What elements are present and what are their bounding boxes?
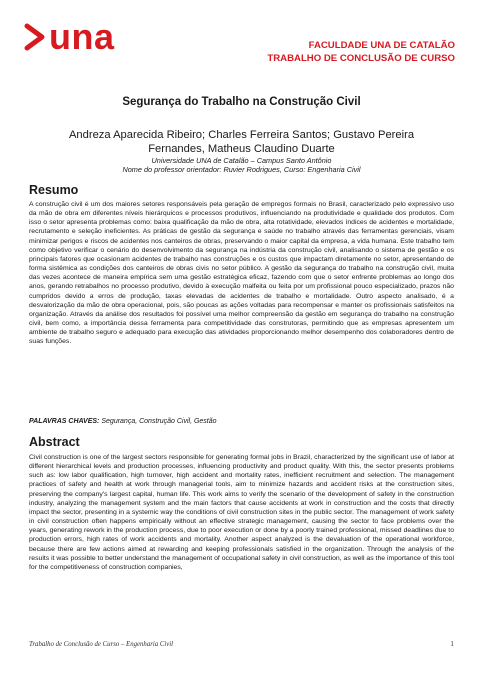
affiliation-line-2: Nome do professor orientador: Ruvier Rodrigues, Curso: Engenharia Civil [122, 165, 361, 175]
authors [60, 128, 423, 156]
affiliation-line-1: Universidade UNA de Catalão – Campus Santo Antônio [151, 156, 332, 165]
authors-line-1: Andreza Aparecida Ribeiro; Charles Ferreira Santos; Gustavo Pereira [68, 129, 415, 141]
authors-line-2: Fernandes, Matheus Claudino Duarte [148, 143, 335, 155]
keywords-values: Segurança, Construção Civil, Gestão [101, 418, 217, 425]
abstract-text: Civil construction is one of the largest sectors responsible for generating formal jobs in Brazil, characterized by the significant use of labor at different hierarchical levels and production processes, influencing productivity and product quality. With this, the sector presents problems such as: low labor qualification, high turnover, high accident and mortality rates, inefficient recruitment and selection. The management practices of safety and health at work through managerial tools, aim to minimize hazards and accident risks at the construction sites, preserving the company's largest capital, human life. This work aims to verify the scenario of the development of safety in the construction industry, analyzing the management system and the main factors that cause accidents at work in construction and the costs that directly impact the sector, presenting in a systemic way the conditions of civil construction sites in the public sector. The management of work safety in civil construction often happens empirically without an effective strategic management, causing the sector to face problems over the years, generating rework in the production process, due to poor execution or done by a poorly trained professional, missed deadlines due to production errors, high rates of work accidents and mortality. Another aspect analyzed is the devaluation of the operational workforce, because there are few actions aimed at rewarding and keeping professionals satisfied in the organization. Through the analysis of the results it was possible to better understand the management of occupational safety in civil construction, as well as the importance of this tool for the competitiveness of construction companies, [29, 454, 454, 571]
institution-header [267, 40, 455, 65]
keywords [29, 418, 217, 425]
institution-name: FACULDADE UNA DE CATALÃO [308, 40, 455, 51]
footer-course: Trabalho de Conclusão de Curso – Engenharia Civil [29, 641, 174, 648]
page-number: 1 [450, 639, 454, 648]
logo-text: una [49, 16, 115, 57]
affiliation [40, 156, 443, 174]
una-logo [24, 16, 115, 57]
keywords-label: PALAVRAS CHAVES: [29, 418, 100, 425]
logo-mark-icon [24, 22, 46, 52]
document-type: TRABALHO DE CONCLUSÃO DE CURSO [267, 52, 455, 64]
abstract-heading: Abstract [29, 435, 80, 449]
paper-title: Segurança do Trabalho na Construção Civil [122, 96, 361, 108]
resumo-text: A construção civil é um dos maiores setores responsáveis pela geração de empregos formais no Brasil, caracterizado pelo expressivo uso da mão de obra em diferentes níveis hierárquicos e processos produtivos, influenciando na produtividade e qualidade dos produtos. Com isso o setor apresenta problemas como: baixa qualificação da mão de obra, alta rotatividade, elevados índices de acidentes e mortalidade, recrutamento e seleção ineficientes. As práticas de gestão da segurança e saúde no trabalho através das ferramentas gerenciais, visam minimizar perigos e riscos de acidentes nos canteiros de obras, preservando o maior capital da empresa, a vida humana. Este trabalho tem como objetivo verificar o cenário do desenvolvimento da segurança na indústria da construção civil, analisando o sistema de gestão e os principais fatores que ocasionam acidentes de trabalho nas construções e os custos que impactam diretamente no setor, apresentando de forma sistêmica as condições dos canteiros de obras civis no setor público. A gestão da segurança do trabalho na construção civil, muita das vezes acontece de maneira empírica sem uma gestão estratégica eficaz, fazendo com que o setor enfrente problemas ao longo dos anos, gerando retrabalhos no processo produtivo, devido à execução malfeita ou feita por um profissional pouco especializado, prazos não cumpridos devido a erros de produção, taxas elevadas de acidentes de trabalho e mortalidade. Outro aspecto analisado, é a desvalorização da mão de obra operacional, pois, são poucas as ações voltadas para recompensar e manter os profissionais satisfeitos na organização. Através da análise dos resultados foi possível uma melhor compreensão da gestão em segurança do trabalho na construção civil, bem como, a importância dessa ferramenta para competitividade das construtoras, permitindo que as empresas apresentem um ambiente de trabalho seguro e adequado para execução das atividades proporcionando melhor desempenho dos colaboradores dentro de suas funções. [29, 201, 454, 346]
resumo-heading: Resumo [29, 183, 79, 197]
